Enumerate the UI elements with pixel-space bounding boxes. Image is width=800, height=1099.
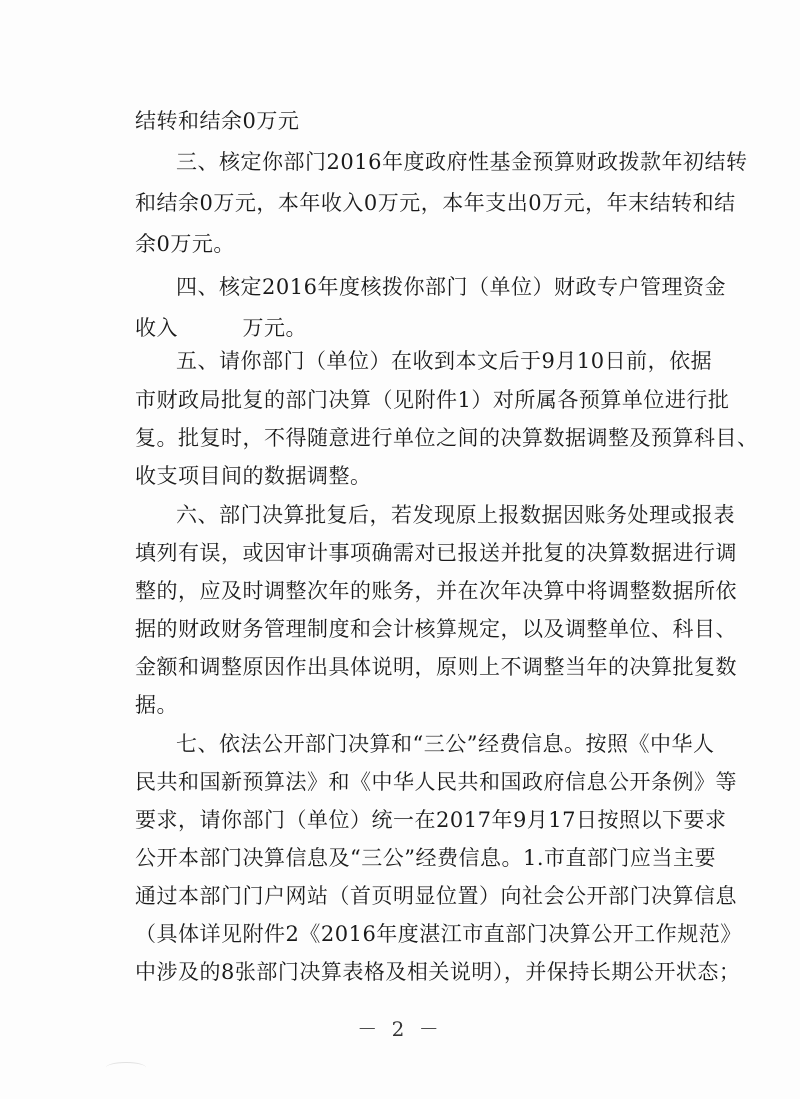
page-number: － 2 －: [357, 1017, 443, 1041]
text-line: 五、请你部门（单位）在收到本文后于9月10日前，依据: [176, 349, 713, 373]
text-line: 收支项目间的数据调整。: [135, 464, 372, 488]
text-line: 七、依法公开部门决算和“三公”经费信息。按照《中华人: [176, 732, 715, 756]
text-line: 四、核定2016年度核拨你部门（单位）财政专户管理资金: [176, 275, 726, 299]
text-line: 要求，请你部门（单位）统一在2017年9月17日按照以下要求: [135, 808, 727, 832]
text-line: 金额和调整原因作出具体说明，原则上不调整当年的决算批复数: [135, 655, 737, 679]
text-line: 收入 万元。: [135, 316, 307, 340]
text-line: 市财政局批复的部门决算（见附件1）对所属各预算单位进行批: [135, 388, 730, 412]
text-line: 通过本部门门户网站（首页明显位置）向社会公开部门决算信息: [135, 884, 737, 908]
text-line: 中涉及的8张部门决算表格及相关说明），并保持长期公开状态；: [135, 960, 741, 984]
text-line: 和结余0万元，本年收入0万元，本年支出0万元，年末结转和结: [135, 191, 736, 215]
text-line: 复。批复时，不得随意进行单位之间的决算数据调整及预算科目、: [135, 426, 759, 450]
text-line: 据。: [135, 693, 178, 717]
text-line: 三、核定你部门2016年度政府性基金预算财政拨款年初结转: [176, 150, 748, 174]
text-line: 据的财政财务管理制度和会计核算规定，以及调整单位、科目、: [135, 617, 737, 641]
text-line: 填列有误，或因审计事项确需对已报送并批复的决算数据进行调: [135, 541, 737, 565]
text-line: 结转和结余0万元: [135, 109, 300, 133]
text-line: 余0万元。: [135, 232, 235, 256]
text-line: 整的，应及时调整次年的账务，并在次年决算中将调整数据所依: [135, 579, 737, 603]
scan-mark: [106, 1062, 146, 1073]
text-line: 公开本部门决算信息及“三公”经费信息。1.市直部门应当主要: [135, 846, 717, 870]
text-line: 六、部门决算批复后，若发现原上报数据因账务处理或报表: [176, 503, 735, 527]
text-line: （具体详见附件2《2016年度湛江市直部门决算公开工作规范》: [135, 922, 742, 946]
text-line: 民共和国新预算法》和《中华人民共和国政府信息公开条例》等: [135, 770, 737, 794]
